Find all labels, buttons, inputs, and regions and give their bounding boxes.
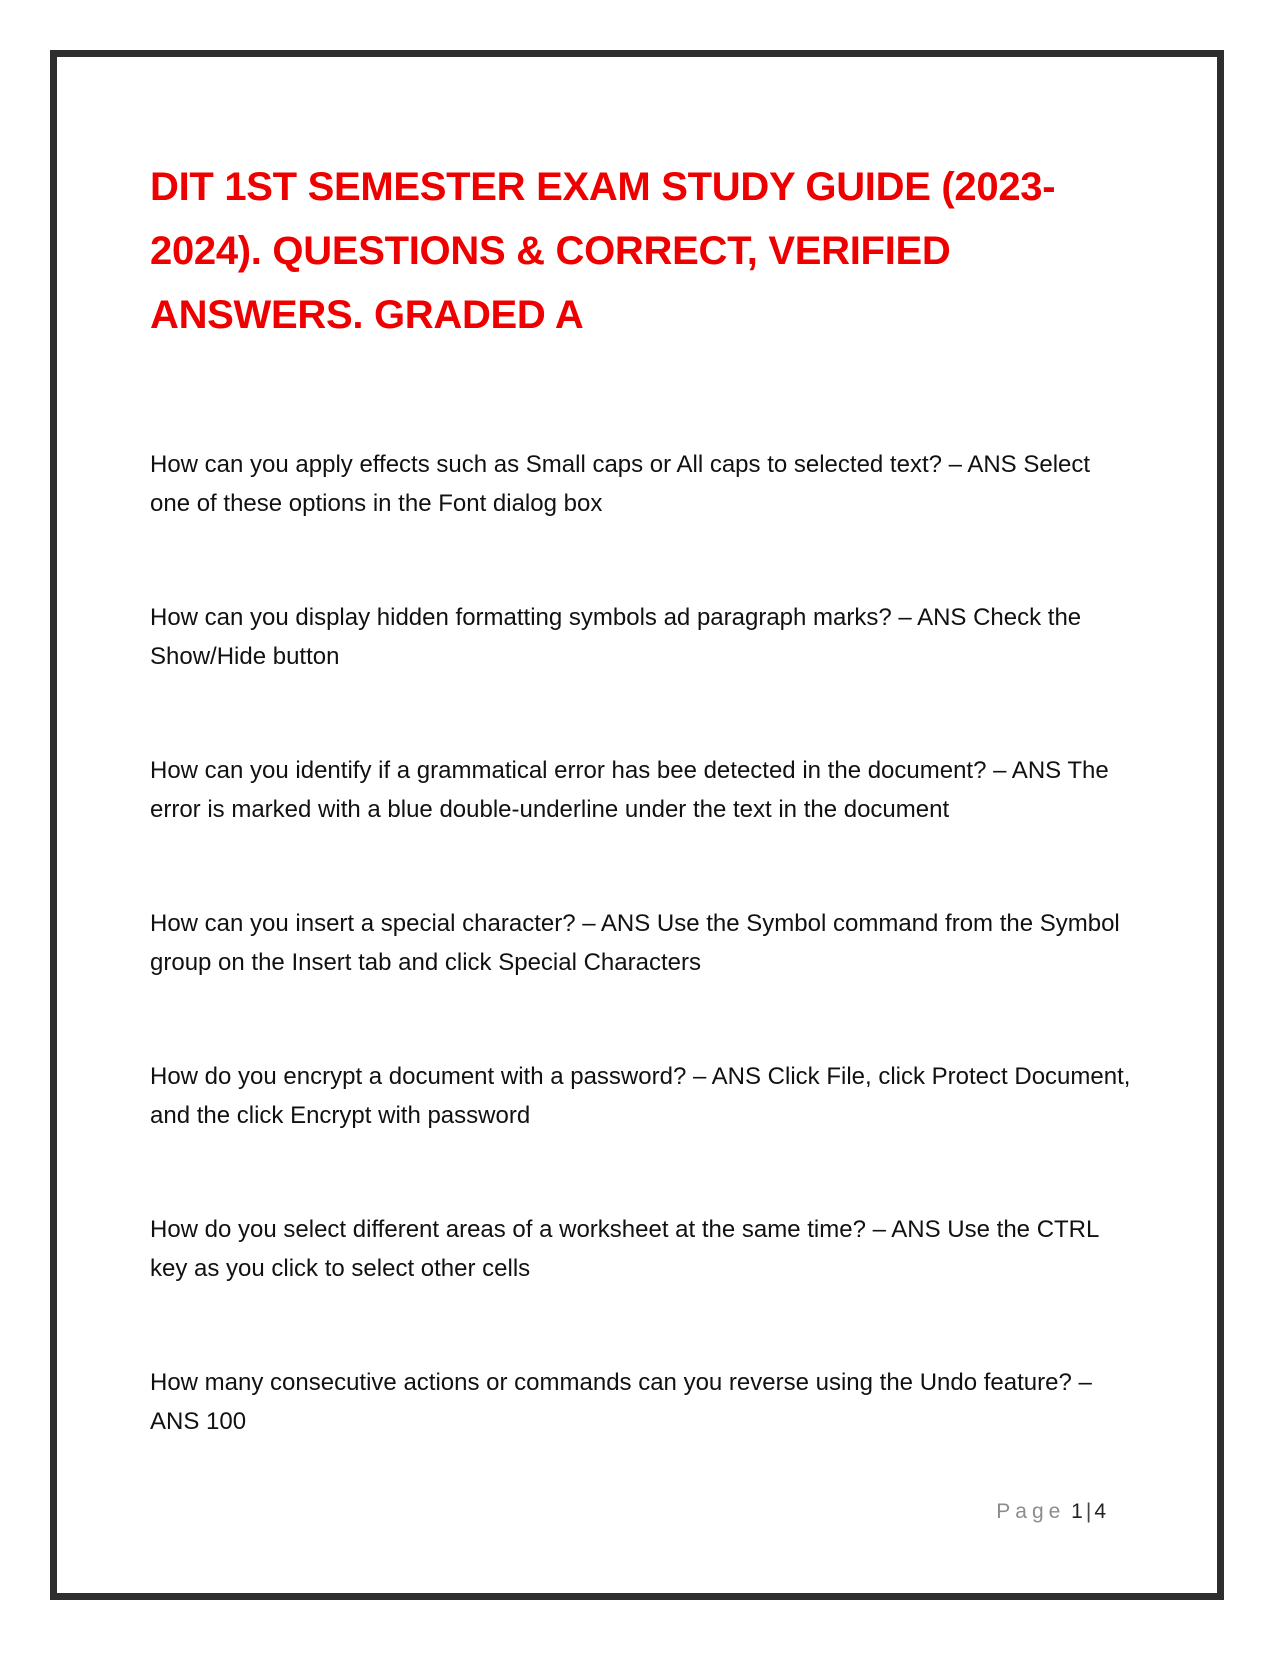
page-number-footer (996, 1500, 1106, 1524)
current-page: 1 (1071, 1500, 1083, 1523)
document-title: DIT 1ST SEMESTER EXAM STUDY GUIDE (2023-2024). QUESTIONS & CORRECT, VERIFIED ANSWERS. GRADED A (150, 165, 1056, 337)
qa-item: How can you apply effects such as Small caps or All caps to selected text? – ANS Select one of these options in the Font dialog box (150, 451, 1091, 517)
qa-item: How do you encrypt a document with a password? – ANS Click File, click Protect Document, and the click Encrypt with password (150, 1063, 1131, 1129)
page-label: Page (996, 1500, 1066, 1523)
total-pages: 4 (1094, 1500, 1106, 1523)
qa-list (150, 446, 1135, 1517)
qa-item: How do you select different areas of a worksheet at the same time? – ANS Use the CTRL key as you click to select other cells (150, 1216, 1099, 1282)
qa-item: How can you identify if a grammatical error has bee detected in the document? – ANS The error is marked with a blue double-underline under the text in the document (150, 757, 1109, 823)
qa-item: How many consecutive actions or commands can you reverse using the Undo feature? – ANS 100 (150, 1369, 1092, 1435)
qa-item: How can you insert a special character? – ANS Use the Symbol command from the Symbol group on the Insert tab and click Special Characters (150, 910, 1120, 976)
page-separator: | (1085, 1500, 1092, 1523)
qa-item: How can you display hidden formatting symbols ad paragraph marks? – ANS Check the Show/Hide button (150, 604, 1082, 670)
